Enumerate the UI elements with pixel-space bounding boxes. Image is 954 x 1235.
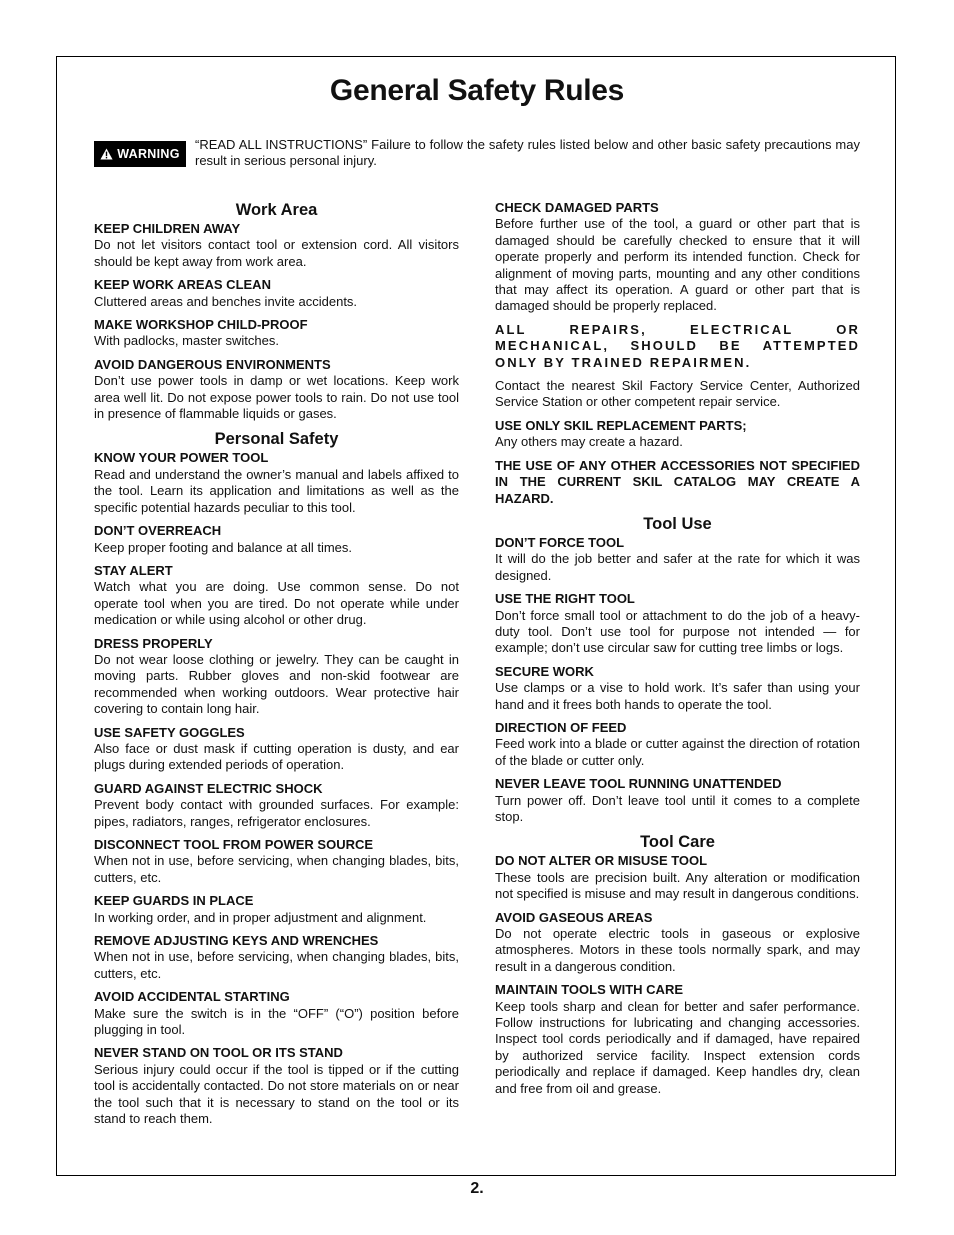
- item-body: Prevent body contact with grounded surfaces. For example: pipes, radiators, ranges, refrigerator enclosures.: [94, 797, 459, 829]
- list-item: [495, 982, 860, 1097]
- item-body: With padlocks, master switches.: [94, 333, 279, 349]
- item-heading: DRESS PROPERLY: [94, 635, 213, 651]
- list-item: [495, 776, 860, 825]
- item-body: In working order, and in proper adjustment and alignment.: [94, 909, 427, 925]
- item-heading: DON’T OVERREACH: [94, 523, 222, 539]
- page-number: 2.: [470, 1180, 484, 1197]
- item-body: Don’t use power tools in damp or wet locations. Keep work area well lit. Do not expose power tools to rain. Do not use tool in presence of flammable liquids or gases.: [94, 373, 459, 422]
- list-item: [94, 1045, 459, 1127]
- item-body: Keep tools sharp and clean for better and safer performance. Follow instructions for lubricating and changing accessories. Inspect tool cords periodically and if damaged, have repaired by authorized service facility. Inspect extension cords periodically and replace if damaged. Keep handles dry, clean and free from oil and grease.: [495, 998, 860, 1096]
- item-body: Read and understand the owner’s manual and labels affixed to the tool. Learn its application and limitations as well as the specific potential hazards peculiar to this tool.: [94, 466, 459, 515]
- accessories-notice-text: THE USE OF ANY OTHER ACCESSORIES NOT SPECIFIED IN THE CURRENT SKIL CATALOG MAY CREATE A HAZARD.: [495, 457, 860, 506]
- item-heading: KEEP CHILDREN AWAY: [94, 221, 241, 236]
- warning-badge-label: WARNING: [117, 147, 180, 161]
- section-title-tool-use: Tool Use: [643, 514, 712, 533]
- item-body: Don’t force small tool or attachment to do the job of a heavy-duty tool. Don’t use tool for purpose not intended — for example; don’t use circular saw for cutting tree limbs or logs.: [495, 607, 860, 656]
- item-body: Watch what you are doing. Use common sense. Do not operate tool when you are tired. Do not operate while under medication or while using alcohol or other drug.: [94, 579, 459, 628]
- item-heading: GUARD AGAINST ELECTRIC SHOCK: [94, 780, 323, 796]
- item-heading: DO NOT ALTER OR MISUSE TOOL: [495, 853, 708, 869]
- item-heading: AVOID GASEOUS AREAS: [495, 909, 653, 925]
- item-heading: DIRECTION OF FEED: [495, 719, 627, 735]
- list-item: [94, 893, 459, 926]
- item-heading: STAY ALERT: [94, 562, 173, 578]
- list-item: [94, 563, 459, 629]
- list-item: [94, 523, 459, 556]
- item-heading: REMOVE ADJUSTING KEYS AND WRENCHES: [94, 933, 379, 949]
- right-column: [495, 200, 860, 1104]
- item-body: When not in use, before servicing, when changing blades, bits, cutters, etc.: [94, 853, 459, 885]
- item-heading: KEEP GUARDS IN PLACE: [94, 893, 254, 909]
- item-body: Use clamps or a vise to hold work. It’s safer than using your hand and it frees both hands to operate the tool.: [495, 680, 860, 712]
- list-item: [495, 664, 860, 713]
- item-heading: KEEP WORK AREAS CLEAN: [94, 277, 271, 293]
- item-heading: DON’T FORCE TOOL: [495, 534, 625, 550]
- list-item: [94, 221, 459, 270]
- list-item: [94, 725, 459, 774]
- item-heading: USE SAFETY GOGGLES: [94, 724, 245, 740]
- page-title: General Safety Rules: [329, 74, 625, 107]
- section-title-personal-safety: Personal Safety: [214, 430, 339, 449]
- warning-badge: [94, 141, 186, 167]
- item-body: Make sure the switch is in the “OFF” (“O”) position before plugging in tool.: [94, 1005, 459, 1038]
- item-body: Cluttered areas and benches invite accidents.: [94, 293, 358, 309]
- item-body: These tools are precision built. Any alteration or modification not specified is misuse and may result in dangerous conditions.: [495, 869, 860, 902]
- contact-paragraph: [495, 378, 860, 411]
- item-heading: USE THE RIGHT TOOL: [495, 591, 635, 607]
- item-heading: AVOID DANGEROUS ENVIRONMENTS: [94, 356, 331, 372]
- repairs-notice: [495, 322, 860, 371]
- accessories-notice: [495, 458, 860, 507]
- item-heading: MAINTAIN TOOLS WITH CARE: [495, 982, 684, 998]
- section-title-work-area: Work Area: [235, 201, 318, 219]
- item-body: Also face or dust mask if cutting operation is dusty, and ear plugs during extended periods of operation.: [94, 740, 459, 773]
- list-item: [94, 837, 459, 886]
- item-body: Do not operate electric tools in gaseous or explosive atmospheres. Motors in these tools normally spark, and may result in a dangerous condition.: [495, 926, 860, 974]
- list-item: [94, 317, 459, 350]
- item-body: Do not let visitors contact tool or extension cord. All visitors should be kept away from work area.: [94, 237, 459, 269]
- item-heading: AVOID ACCIDENTAL STARTING: [94, 989, 290, 1005]
- list-item: [495, 418, 860, 451]
- list-item: [94, 989, 459, 1038]
- item-heading: SECURE WORK: [495, 663, 594, 679]
- list-item: [495, 591, 860, 657]
- item-body: Before further use of the tool, a guard or other part that is damaged should be carefully checked to ensure that it will operate properly and perform its intended function. Check for alignment of moving parts, mounting and any other conditions that may affect its operation. A guard or other part that is damaged should be properly replaced.: [495, 216, 860, 314]
- list-item: [94, 277, 459, 310]
- item-heading: NEVER STAND ON TOOL OR ITS STAND: [94, 1045, 343, 1061]
- item-body: Keep proper footing and balance at all times.: [94, 539, 353, 555]
- list-item: [94, 636, 459, 718]
- item-body: Turn power off. Don’t leave tool until it comes to a complete stop.: [495, 792, 860, 824]
- item-heading: CHECK DAMAGED PARTS: [495, 200, 659, 215]
- list-item: [495, 853, 860, 902]
- warning-text: “READ ALL INSTRUCTIONS” Failure to follow the safety rules listed below and other basic safety precautions may result in serious personal injury.: [195, 137, 860, 169]
- item-body: Any others may create a hazard.: [495, 434, 683, 450]
- item-body: Serious injury could occur if the tool is tipped or if the cutting tool is accidentally contacted. Do not store materials on or near the tool such that it is necessary to stand on the tool or its stand to reach them.: [94, 1061, 459, 1127]
- item-heading: MAKE WORKSHOP CHILD-PROOF: [94, 317, 308, 333]
- list-item: [94, 781, 459, 830]
- item-body: Feed work into a blade or cutter against the direction of rotation of the blade or cutter only.: [495, 736, 860, 768]
- left-column: [94, 200, 459, 1135]
- list-item: [94, 357, 459, 423]
- section-title-tool-care: Tool Care: [640, 833, 715, 852]
- item-body: Do not wear loose clothing or jewelry. They can be caught in moving parts. Rubber gloves and non-skid footwear are recommended when working outdoors. Wear protective hair covering to contain long hair.: [94, 651, 459, 717]
- item-body: When not in use, before servicing, when changing blades, bits, cutters, etc.: [94, 949, 459, 981]
- list-item: [495, 535, 860, 584]
- list-item: [94, 933, 459, 982]
- item-heading: USE ONLY SKIL REPLACEMENT PARTS;: [495, 417, 747, 433]
- repairs-notice-text: ALL REPAIRS, ELECTRICAL OR MECHANICAL, SHOULD BE ATTEMPTED ONLY BY TRAINED REPAIRMEN.: [495, 321, 860, 370]
- list-item: [495, 200, 860, 315]
- warning-triangle-icon: [100, 148, 113, 160]
- item-heading: DISCONNECT TOOL FROM POWER SOURCE: [94, 837, 374, 852]
- contact-text: Contact the nearest Skil Factory Service Center, Authorized Service Station or other competent repair service.: [495, 378, 860, 410]
- item-body: It will do the job better and safer at the rate for which it was designed.: [495, 551, 860, 583]
- list-item: [94, 450, 459, 516]
- list-item: [495, 910, 860, 976]
- item-heading: NEVER LEAVE TOOL RUNNING UNATTENDED: [495, 776, 782, 792]
- item-heading: KNOW YOUR POWER TOOL: [94, 450, 269, 466]
- list-item: [495, 720, 860, 769]
